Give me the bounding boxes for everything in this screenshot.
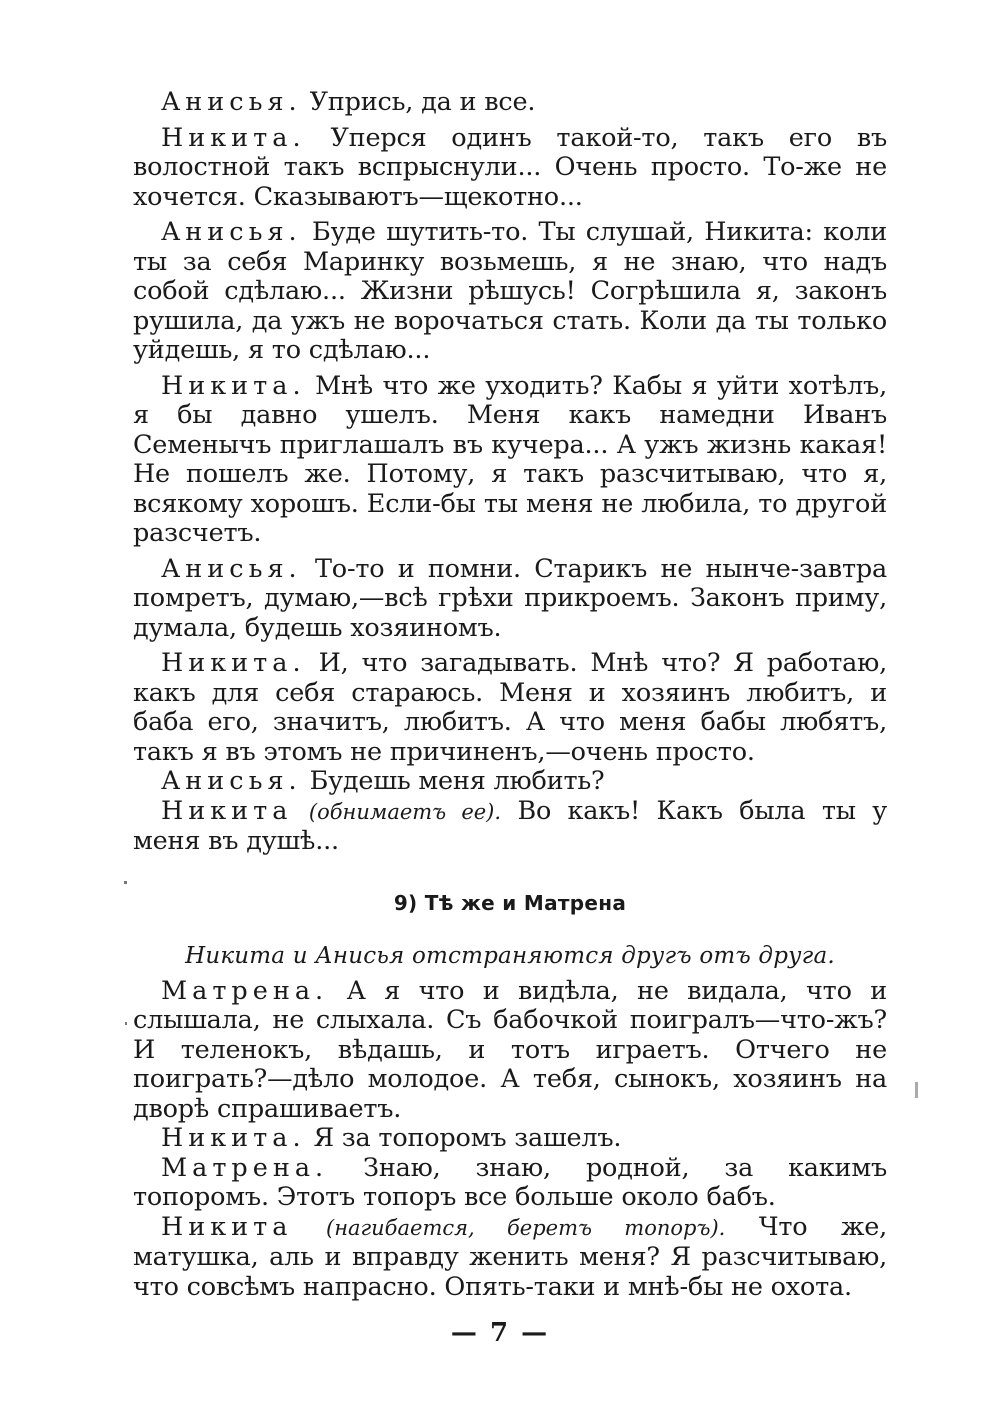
speaker-name: Матрена. xyxy=(161,1152,329,1183)
page-body xyxy=(133,88,887,1302)
dialogue-text: А я что и видѣла, не видала, что и слышала, не слыхала. Съ бабочкой поигралъ—что-жъ? И теленокъ, вѣдашь, и тотъ играетъ. Отчего не поиграть?—дѣло молодое. А тебя, сынокъ, хозяинъ на дворѣ спрашиваетъ. xyxy=(133,975,887,1124)
dialogue-text: Упрись, да и все. xyxy=(309,87,536,117)
scan-speck xyxy=(124,881,127,884)
dialogue-line xyxy=(133,649,887,767)
scan-speck xyxy=(125,1022,127,1025)
dialogue-text: То-то и помни. Старикъ не нынче-завтра помретъ, думаю,—всѣ грѣхи прикроемъ. Законъ приму, думала, будешь хозяиномъ. xyxy=(133,553,887,643)
dialogue-line xyxy=(133,767,887,797)
dialogue-text: Знаю, знаю, родной, за какимъ топоромъ. Этотъ топоръ все больше около бабъ. xyxy=(133,1152,888,1212)
speaker-name: Никита. xyxy=(161,122,306,153)
dialogue-text: Что же, матушка, аль и вправду женить меня? Я разсчитываю, что совсѣмъ напрасно. Опять-таки и мнѣ-бы не охота. xyxy=(133,1211,887,1302)
page-number: — 7 — xyxy=(450,1318,550,1348)
dialogue-text: Будешь меня любить? xyxy=(309,766,605,796)
speaker-name: Никита. xyxy=(161,648,306,678)
speaker-name: Анисья. xyxy=(161,766,302,796)
dialogue-text: Во какъ! Какъ была ты у меня въ душѣ... xyxy=(133,795,888,856)
speaker-name: Никита. xyxy=(161,1123,306,1153)
stage-direction: (нагибается, беретъ топоръ). xyxy=(326,1215,726,1240)
dialogue-line xyxy=(133,1213,887,1303)
speaker-name: Анисья. xyxy=(161,217,302,247)
scene-heading: 9) Тѣ же и Матрена xyxy=(393,890,627,915)
scene-direction: Никита и Анисья отстраняются другъ отъ друга. xyxy=(185,942,835,969)
dialogue-line xyxy=(133,124,887,213)
speaker-name: Анисья. xyxy=(161,87,302,117)
dialogue-text: Я за топоромъ зашелъ. xyxy=(313,1123,622,1153)
speaker-name: Никита. xyxy=(161,370,306,401)
dialogue-text: Мнѣ что же уходить? Кабы я уйти хотѣлъ, я бы давно ушелъ. Меня какъ намедни Иванъ Семенычъ приглашалъ въ кучера... А ужъ жизнь какая! Не пошелъ же. Потому, я такъ разсчитываю, что я, всякому хорошъ. Если-бы ты меня не любила, то другой разсчетъ. xyxy=(133,370,887,548)
speaker-name: Никита xyxy=(161,795,293,826)
speaker-name: Анисья. xyxy=(161,553,302,584)
dialogue-line xyxy=(133,797,887,857)
speaker-name: Никита xyxy=(161,1211,293,1242)
dialogue-line xyxy=(133,1154,887,1213)
scan-speck xyxy=(915,1082,918,1098)
dialogue-text: Буде шутить-то. Ты слушай, Никита: коли ты за себя Маринку возьмешь, я не знаю, что надъ собой сдѣлаю... Жизни рѣшусь! Согрѣшила я, законъ рушила, да ужъ не ворочаться стать. Коли да ты только уйдешь, я то сдѣлаю... xyxy=(133,217,887,365)
dialogue-line xyxy=(133,372,887,549)
speaker-name: Матрена. xyxy=(161,975,329,1006)
dialogue-line xyxy=(133,88,887,118)
dialogue-line xyxy=(133,555,887,644)
dialogue-text: И, что загадывать. Мнѣ что? Я работаю, какъ для себя стараюсь. Меня и хозяинъ любитъ, и баба его, значитъ, любитъ. А что меня бабы любятъ, такъ я въ этомъ не причиненъ,—очень просто. xyxy=(133,648,888,767)
dialogue-line xyxy=(133,218,887,366)
stage-direction: (обнимаетъ ее). xyxy=(308,799,502,824)
dialogue-line xyxy=(133,1124,887,1154)
dialogue-text: Уперся одинъ такой-то, такъ его въ волостной такъ вспрыснули... Очень просто. То-же не хочется. Сказываютъ—щекотно... xyxy=(133,122,888,212)
dialogue-line xyxy=(133,977,887,1125)
